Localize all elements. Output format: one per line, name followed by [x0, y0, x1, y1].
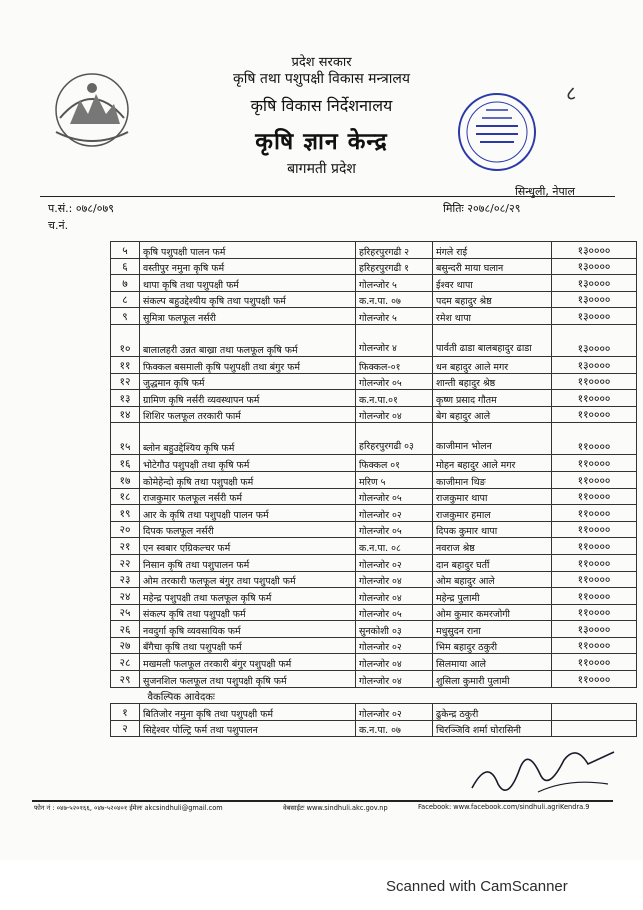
cell-owner: रमेश थापा — [433, 308, 552, 325]
cell-firm-name: सुजनशिल फलफूल तथा पशुपक्षी कृषि फर्म — [140, 671, 356, 688]
cell-firm-name: वस्तीपुर नमुना कृषि फर्म — [140, 258, 356, 275]
cell-amount: ११०००० — [552, 505, 637, 522]
cell-serial: २७ — [111, 637, 140, 654]
table-row — [111, 373, 637, 390]
cell-serial: १२ — [111, 373, 140, 390]
cell-owner: नवराज श्रेष्ठ — [433, 538, 552, 555]
cell-owner: बेग बहादुर आले — [433, 406, 552, 423]
cell-owner: कृष्ण प्रसाद गौतम — [433, 390, 552, 407]
directorate-name: कृषि विकास निर्देशनालय — [250, 96, 393, 115]
cell-amount: ११०००० — [552, 538, 637, 555]
cell-amount: ११०००० — [552, 423, 637, 455]
cell-serial: २३ — [111, 571, 140, 588]
cell-firm-name: दिपक फलफूल नर्सरी — [140, 521, 356, 538]
cell-amount: ११०००० — [552, 521, 637, 538]
cell-address: गोलन्जोर ०५ — [356, 521, 433, 538]
cell-amount: ११०००० — [552, 471, 637, 488]
cell-owner: धन बहादुर आले मगर — [433, 356, 552, 373]
cell-firm-name: सुमित्रा फलफूल नर्सरी — [140, 308, 356, 325]
table-row — [111, 291, 637, 308]
cell-firm-name: भोटेगौउ पशुपक्षी तथा कृषि फर्म — [140, 455, 356, 472]
table-row — [111, 275, 637, 292]
table-row — [111, 538, 637, 555]
footer-facebook: Facebook: www.facebook.com/sindhuli.agriKendra.9 — [418, 803, 590, 811]
cell-owner: मंगले राई — [433, 242, 552, 259]
table-row — [111, 390, 637, 407]
footer-rule — [32, 800, 613, 802]
cell-firm-name: जुद्धमान कृषि फर्म — [140, 373, 356, 390]
table-row — [111, 324, 637, 356]
cell-serial: १४ — [111, 406, 140, 423]
cell-address: गोलन्जोर ०२ — [356, 637, 433, 654]
cell-owner: राजकुमार हमाल — [433, 505, 552, 522]
cell-owner: पार्वती ढाडा बालबहादुर ढाडा — [433, 324, 552, 356]
office-location: सिन्धुली, नेपाल — [514, 185, 575, 198]
table-row — [111, 242, 637, 259]
cell-owner: राजकुमार थापा — [433, 488, 552, 505]
fiscal-year-label: प.सं.: — [48, 202, 73, 215]
cell-firm-name: मखमली फलफूल तरकारी बंगुर पशुपक्षी फर्म — [140, 654, 356, 671]
cell-address: गोलन्जोर ४ — [356, 324, 433, 356]
cell-owner: काजीमान भोलन — [433, 423, 552, 455]
cell-firm-name: बालालहरी उन्नत बाख्रा तथा फलफूल कृषि फर्म — [140, 324, 356, 356]
cell-firm-name: एन स्वबार एग्रिकल्चर फर्म — [140, 538, 356, 555]
cell-firm-name: ग्रामिण कृषि नर्सरी व्यवस्थापन फर्म — [140, 390, 356, 407]
cell-amount: ११०००० — [552, 373, 637, 390]
office-title: कृषि ज्ञान केन्द्र — [255, 129, 388, 155]
cell-firm-name: शिशिर फलफूल तरकारी फार्म — [140, 406, 356, 423]
cell-owner: महेन्द्र पुलामी — [433, 588, 552, 605]
cell-firm-name: ब्लोन बहुउद्देश्यिय कृषि फर्म — [140, 423, 356, 455]
table-row — [111, 654, 637, 671]
table-row — [111, 406, 637, 423]
cell-serial: २४ — [111, 588, 140, 605]
cell-address: क.न.पा. ०७ — [356, 720, 433, 737]
table-row — [111, 308, 637, 325]
cell-address: गोलन्जोर ०४ — [356, 588, 433, 605]
cell-address: गोलन्जोर ०२ — [356, 704, 433, 721]
table-row — [111, 621, 637, 638]
footer-website: वेबसाईटः www.sindhuli.akc.gov.np — [283, 804, 388, 812]
cell-address: क.न.पा. ०७ — [356, 291, 433, 308]
cell-owner: शान्ती बहादुर श्रेष्ठ — [433, 373, 552, 390]
cell-address: गोलन्जोर ०४ — [356, 671, 433, 688]
cell-serial: २६ — [111, 621, 140, 638]
scanner-watermark: Scanned with CamScanner — [386, 878, 568, 895]
cell-serial: ७ — [111, 275, 140, 292]
cell-amount: ११०००० — [552, 390, 637, 407]
dispatch-number-label: च.नं. — [48, 219, 69, 232]
cell-owner: मधुसुदन राना — [433, 621, 552, 638]
cell-amount: १३०००० — [552, 356, 637, 373]
cell-firm-name: नवदुर्गा कृषि व्यवसायिक फर्म — [140, 621, 356, 638]
cell-owner: ईश्वर थापा — [433, 275, 552, 292]
cell-owner: ओम कुमार कमरजोगी — [433, 604, 552, 621]
cell-serial: १३ — [111, 390, 140, 407]
cell-address: हरिहरपुरगढी ०३ — [356, 423, 433, 455]
signature — [468, 738, 618, 808]
cell-firm-name: महेन्द्र पशुपक्षी तथा फलफूल कृषि फर्म — [140, 588, 356, 605]
cell-amount: ११०००० — [552, 637, 637, 654]
cell-serial: १ — [111, 704, 140, 721]
cell-address: गोलन्जोर ०४ — [356, 406, 433, 423]
cell-serial: २५ — [111, 604, 140, 621]
page-mark: ८ — [566, 81, 577, 105]
cell-amount: १३०००० — [552, 275, 637, 292]
cell-owner: मोहन बहादुर आले मगर — [433, 455, 552, 472]
cell-owner: भिम बहादुर ठकुरी — [433, 637, 552, 654]
cell-amount: ११०००० — [552, 488, 637, 505]
table-row — [111, 356, 637, 373]
cell-serial: २८ — [111, 654, 140, 671]
cell-firm-name: बितिजोर नमुना कृषि तथा पशुपक्षी फर्म — [140, 704, 356, 721]
cell-owner: ओम बहादुर आले — [433, 571, 552, 588]
cell-serial: ८ — [111, 291, 140, 308]
table-row — [111, 671, 637, 688]
date-label: मितिः — [443, 202, 464, 215]
cell-address: फिक्कल ०१ — [356, 455, 433, 472]
footer-contact: फोन नं : ०४७-५२०१६६, ०४७-५२०४०१ ईमेलः akcsindhuli@gmail.com — [34, 804, 223, 812]
cell-address: गोलन्जोर ०४ — [356, 571, 433, 588]
header-rule — [40, 196, 615, 197]
cell-firm-name: निसान कृषि तथा पशुपालन फर्म — [140, 554, 356, 571]
fiscal-year-value: ०७८/०७९ — [75, 202, 114, 215]
table-row — [111, 505, 637, 522]
cell-serial: २९ — [111, 671, 140, 688]
cell-address: गोलन्जोर ०५ — [356, 373, 433, 390]
ministry-name: कृषि तथा पशुपक्षी विकास मन्त्रालय — [232, 71, 411, 87]
cell-serial: १५ — [111, 423, 140, 455]
cell-address: हरिहरपुरगढी २ — [356, 242, 433, 259]
table-row — [111, 588, 637, 605]
cell-firm-name: सिद्देश्वर पोल्ट्रि फर्म तथा पशुपालन — [140, 720, 356, 737]
cell-firm-name: आर के कृषि तथा पशुपक्षी पालन फर्म — [140, 505, 356, 522]
cell-amount: ११०००० — [552, 571, 637, 588]
cell-amount: १३०००० — [552, 291, 637, 308]
table-row — [111, 604, 637, 621]
cell-owner: दिपक कुमार थापा — [433, 521, 552, 538]
beneficiary-table — [110, 241, 637, 737]
cell-amount — [552, 704, 637, 721]
cell-firm-name: कोमेहेन्दो कृषि तथा पशुपक्षी फर्म — [140, 471, 356, 488]
table-row — [111, 471, 637, 488]
cell-serial: १९ — [111, 505, 140, 522]
cell-address: क.न.पा.०१ — [356, 390, 433, 407]
cell-owner: दान बहादुर घर्ती — [433, 554, 552, 571]
cell-owner: शुसिला कुमारी पुलामी — [433, 671, 552, 688]
government-name: प्रदेश सरकार — [291, 55, 352, 70]
cell-amount: ११०००० — [552, 654, 637, 671]
alternate-applicants-row — [111, 687, 637, 704]
cell-firm-name: बँगैचा कृषि तथा पशुपक्षी फर्म — [140, 637, 356, 654]
table-row — [111, 258, 637, 275]
cell-serial: २२ — [111, 554, 140, 571]
cell-firm-name: संकल्प बहुउद्देश्यीय कृषि तथा पशुपक्षी फर्म — [140, 291, 356, 308]
letter-date — [443, 201, 520, 216]
cell-amount: ११०००० — [552, 554, 637, 571]
cell-firm-name: ओम तरकारी फलफूल बंगुर तथा पशुपक्षी फर्म — [140, 571, 356, 588]
cell-serial: २० — [111, 521, 140, 538]
cell-serial: ९ — [111, 308, 140, 325]
cell-serial: २१ — [111, 538, 140, 555]
cell-owner: सिलमाया आले — [433, 654, 552, 671]
cell-firm-name: फिक्कल बसमाली कृषि पशुपक्षी तथा बंगुर फर्म — [140, 356, 356, 373]
table-row — [111, 521, 637, 538]
cell-owner: पदम बहादुर श्रेष्ठ — [433, 291, 552, 308]
cell-amount: १३०००० — [552, 242, 637, 259]
cell-address: गोलन्जोर ०५ — [356, 488, 433, 505]
cell-amount: ११०००० — [552, 588, 637, 605]
cell-amount: ११०००० — [552, 406, 637, 423]
cell-serial: २ — [111, 720, 140, 737]
date-value: २०७८/०८/२९ — [467, 202, 521, 215]
cell-firm-name: थापा कृषि तथा पशुपक्षी फर्म — [140, 275, 356, 292]
cell-address: गोलन्जोर ०२ — [356, 554, 433, 571]
cell-firm-name: राजकुमार फलफूल नर्सरी फर्म — [140, 488, 356, 505]
fiscal-year — [48, 201, 114, 216]
cell-owner: चिरञ्जिवि शर्मा घोरासिनी — [433, 720, 552, 737]
cell-address: सुनकोशी ०३ — [356, 621, 433, 638]
cell-serial: १६ — [111, 455, 140, 472]
cell-address: हरिहरपुरगढी १ — [356, 258, 433, 275]
cell-owner: ढुकेन्द्र ठकुरी — [433, 704, 552, 721]
cell-serial: ५ — [111, 242, 140, 259]
cell-amount: १३०००० — [552, 324, 637, 356]
cell-serial: ६ — [111, 258, 140, 275]
table-row — [111, 571, 637, 588]
cell-address: गोलन्जोर ५ — [356, 308, 433, 325]
cell-amount: ११०००० — [552, 671, 637, 688]
spacer-cell — [111, 687, 140, 704]
cell-owner: बसुन्दरी माया घलान — [433, 258, 552, 275]
cell-address: गोलन्जोर ०२ — [356, 505, 433, 522]
office-stamp-seal — [446, 86, 548, 178]
cell-amount: १३०००० — [552, 621, 637, 638]
cell-amount — [552, 720, 637, 737]
table-row — [111, 554, 637, 571]
cell-address: गोलन्जोर ५ — [356, 275, 433, 292]
cell-address: क.न.पा. ०८ — [356, 538, 433, 555]
cell-address: फिक्कल-०१ — [356, 356, 433, 373]
cell-serial: ११ — [111, 356, 140, 373]
cell-amount: ११०००० — [552, 604, 637, 621]
table-row — [111, 455, 637, 472]
cell-firm-name: संकल्प कृषि तथा पशुपक्षी फर्म — [140, 604, 356, 621]
cell-amount: १३०००० — [552, 308, 637, 325]
cell-address: गोलन्जोर ०५ — [356, 604, 433, 621]
cell-serial: १० — [111, 324, 140, 356]
table-row — [111, 488, 637, 505]
cell-serial: १८ — [111, 488, 140, 505]
table-row — [111, 423, 637, 455]
table-row — [111, 704, 637, 721]
cell-address: गोलन्जोर ०४ — [356, 654, 433, 671]
cell-owner: काजीमान थिङ — [433, 471, 552, 488]
province-name: बागमती प्रदेश — [287, 161, 356, 177]
cell-address: मरिण ५ — [356, 471, 433, 488]
cell-amount: १३०००० — [552, 258, 637, 275]
alternate-applicants-heading: वैकल्पिक आवेदकः — [147, 692, 215, 704]
table-row — [111, 637, 637, 654]
table-row — [111, 720, 637, 737]
cell-firm-name: कृषि पशुपक्षी पालन फर्म — [140, 242, 356, 259]
cell-amount: ११०००० — [552, 455, 637, 472]
cell-serial: १७ — [111, 471, 140, 488]
